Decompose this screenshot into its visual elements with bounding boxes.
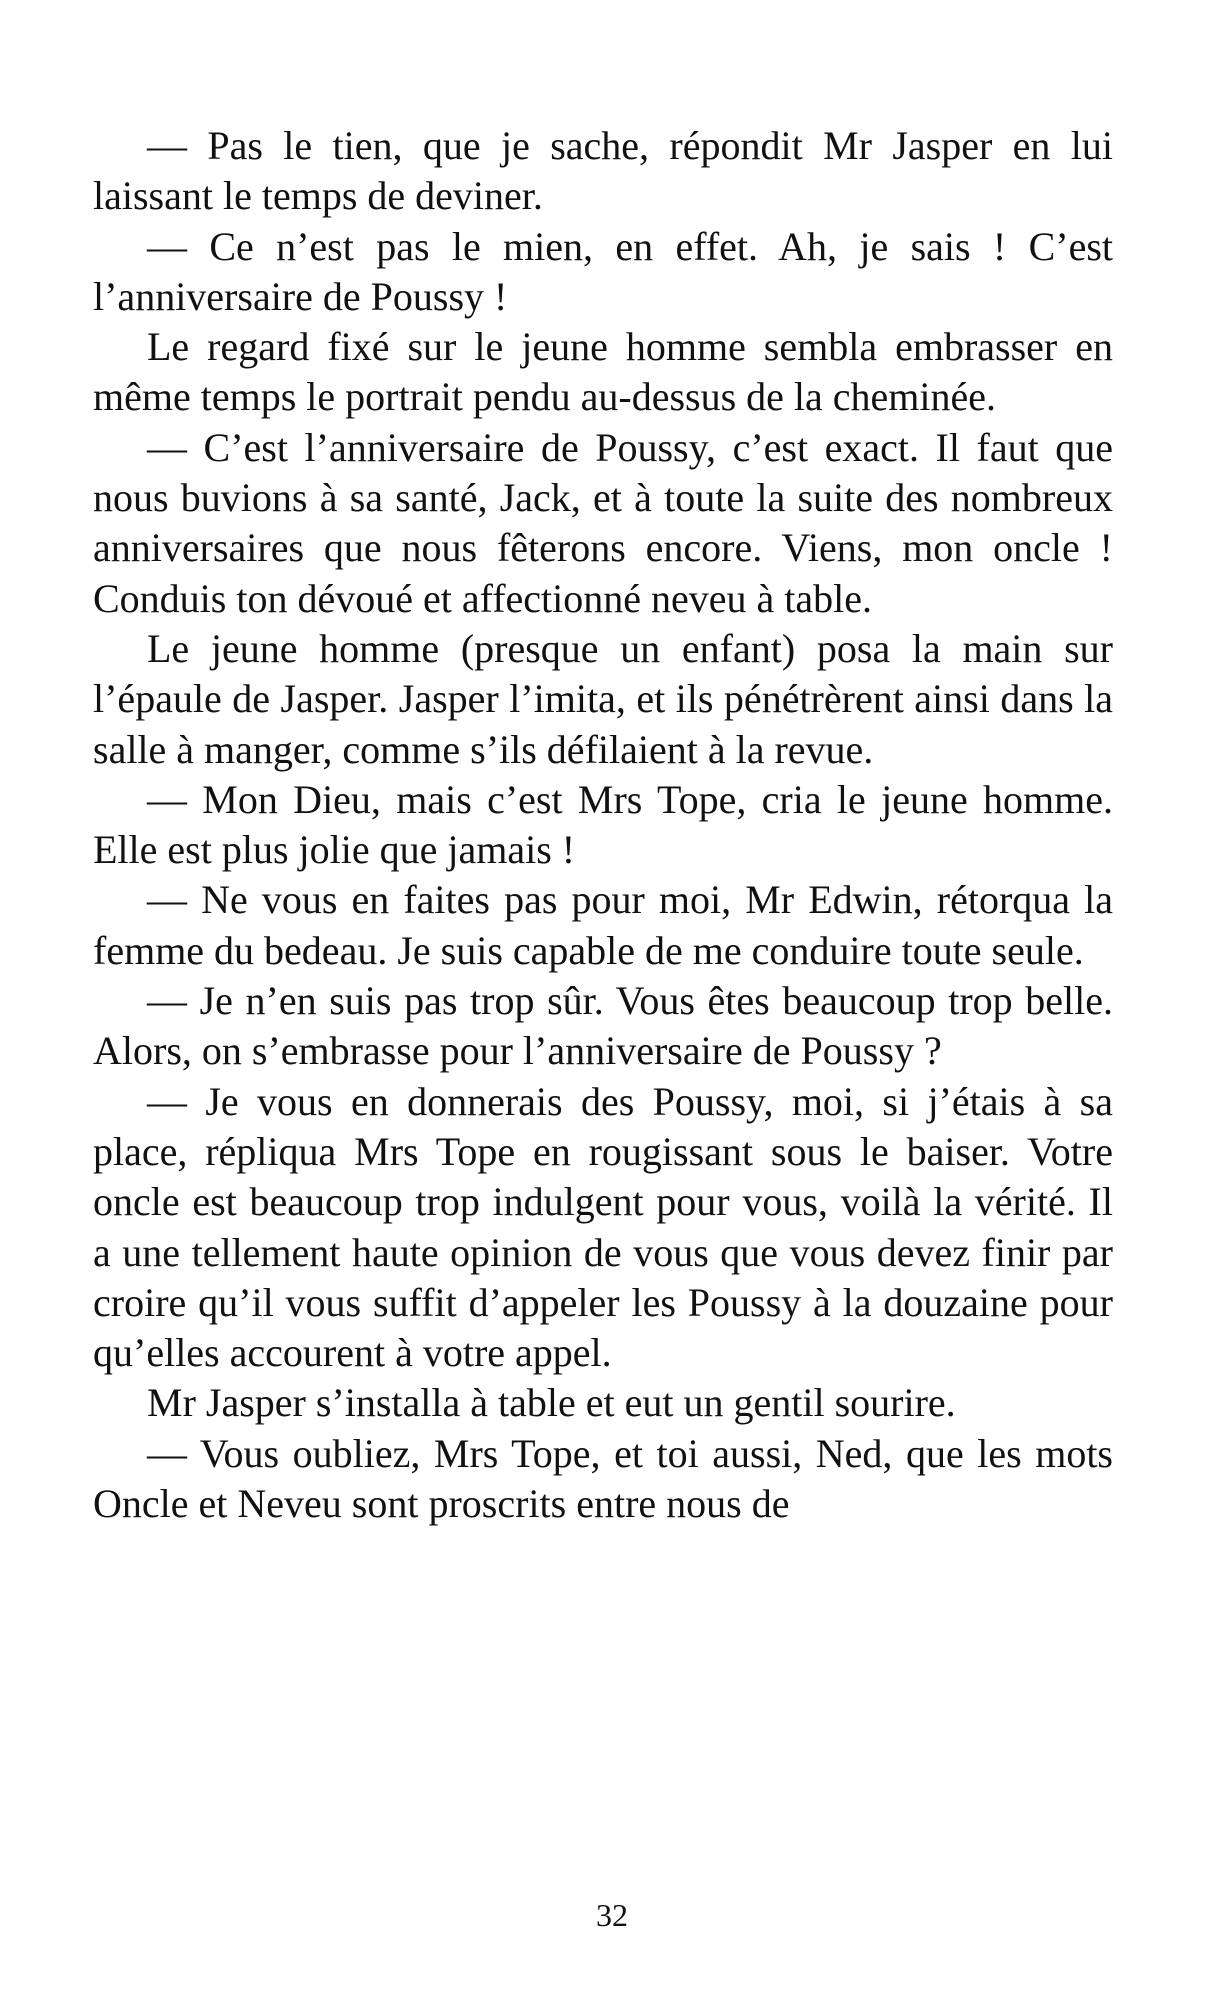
paragraph-11: — Vous oubliez, Mrs Tope, et toi aussi, Ned, que les mots Oncle et Neveu sont proscrits entre nous de bbox=[93, 1430, 1113, 1527]
paragraph-3: Le regard fixé sur le jeune homme sembla embrasser en même temps le portrait pendu au-dessus de la cheminée. bbox=[93, 324, 1113, 420]
paragraph-9: — Je vous en donnerais des Poussy, moi, si j’étais à sa place, répliqua Mrs Tope en rougissant sous le baiser. Votre oncle est beaucoup trop indulgent pour vous, voilà la vérité. Il a une tellement haute opinion de vous que vous devez finir par croire qu’il vous suffit d’appeler les Poussy à la douzaine pour qu’elles accourent à votre appel. bbox=[93, 1078, 1113, 1376]
paragraph-4: — C’est l’anniversaire de Poussy, c’est exact. Il faut que nous buvions à sa santé, Jack, et à toute la suite des nombreux anniversaires que nous fêterons encore. Viens, mon oncle ! Conduis ton dévoué et affectionné neveu à table. bbox=[93, 424, 1113, 621]
paragraph-2: — Ce n’est pas le mien, en effet. Ah, je sais ! C’est l’anniversaire de Poussy ! bbox=[93, 223, 1113, 319]
paragraph-5: Le jeune homme (presque un enfant) posa la main sur l’épaule de Jasper. Jasper l’imita, et ils pénétrèrent ainsi dans la salle à manger, comme s’ils défilaient à la revue. bbox=[93, 625, 1113, 772]
paragraph-1: — Pas le tien, que je sache, répondit Mr Jasper en lui laissant le temps de deviner. bbox=[93, 123, 1113, 219]
paragraph-6: — Mon Dieu, mais c’est Mrs Tope, cria le jeune homme. Elle est plus jolie que jamais ! bbox=[93, 776, 1113, 873]
paragraph-10: Mr Jasper s’installa à table et eut un gentil sourire. bbox=[147, 1380, 956, 1426]
paragraph-7: — Ne vous en faites pas pour moi, Mr Edwin, rétorqua la femme du bedeau. Je suis capable de me conduire toute seule. bbox=[93, 877, 1113, 973]
paragraph-8: — Je n’en suis pas trop sûr. Vous êtes beaucoup trop belle. Alors, on s’embrasse pour l’anniversaire de Poussy ? bbox=[93, 978, 1113, 1074]
page-number: 32 bbox=[596, 1897, 628, 1933]
body-text bbox=[93, 121, 1113, 1529]
